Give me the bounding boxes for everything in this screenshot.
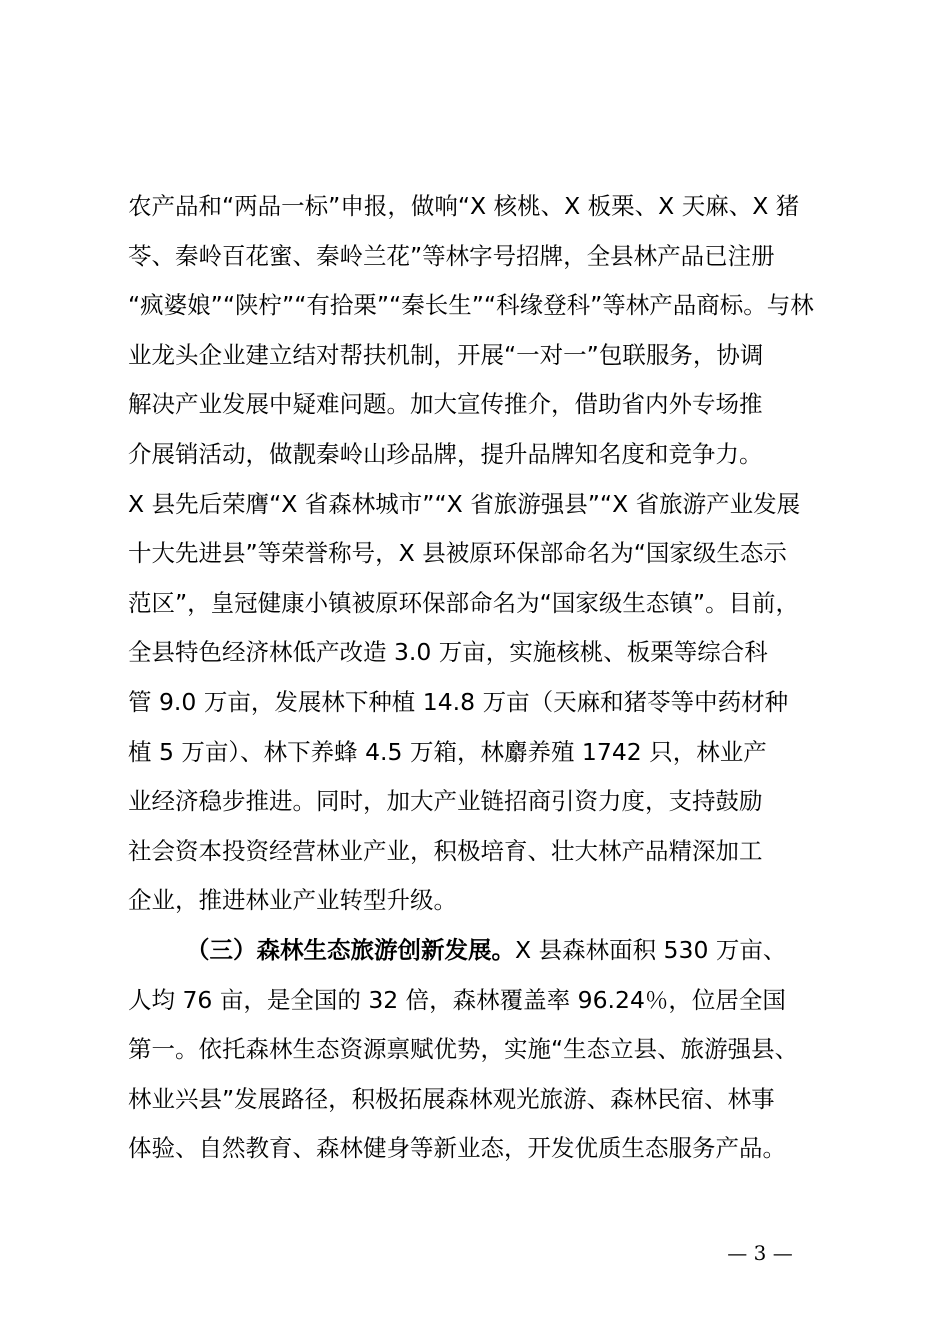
section-heading: （三）森林生态旅游创新发展。 <box>186 935 515 964</box>
text-line: 介展销活动，做靓秦岭山珍品牌，提升品牌知名度和竞争力。 <box>128 439 763 468</box>
text-line: 十大先进县”等荣誉称号，X 县被原环保部命名为“国家级生态示 <box>128 539 787 568</box>
text-line: 全县特色经济林低产改造 3.0 万亩，实施核桃、板栗等综合科 <box>128 638 768 667</box>
text-line: 范区”，皇冠健康小镇被原环保部命名为“国家级生态镇”。目前， <box>128 588 800 617</box>
text-line: 植 5 万亩）、林下养蜂 4.5 万箱，林麝养殖 1742 只，林业产 <box>128 737 767 766</box>
text-line: 林业兴县”发展路径，积极拓展森林观光旅游、森林民宿、林事 <box>128 1084 775 1113</box>
text-line: 业经济稳步推进。同时，加大产业链招商引资力度，支持鼓励 <box>128 787 763 816</box>
text-line: 体验、自然教育、森林健身等新业态，开发优质生态服务产品。 <box>128 1134 786 1163</box>
text-line: “疯婆娘”“陕柠”“有拾栗”“秦长生”“科缘登科”等林产品商标。与林 <box>128 291 814 320</box>
text-line: X 县先后荣膺“X 省森林城市”“X 省旅游强县”“X 省旅游产业发展 <box>128 489 801 518</box>
section-heading-line <box>128 926 848 976</box>
text-line: 人均 76 亩，是全国的 32 倍，森林覆盖率 96.24％，位居全国 <box>128 985 786 1014</box>
text-line: 业龙头企业建立结对帮扶机制，开展“一对一”包联服务，协调 <box>128 340 764 369</box>
section-heading-rest: X 县森林面积 530 万亩、 <box>515 935 787 964</box>
page-number: — 3 — <box>727 1241 793 1265</box>
text-line: 解决产业发展中疑难问题。加大宣传推介，借助省内外专场推 <box>128 390 763 419</box>
text-line: 苓、秦岭百花蜜、秦岭兰花”等林字号招牌，全县林产品已注册 <box>128 241 775 270</box>
text-line: 第一。依托森林生态资源禀赋优势，实施“生态立县、旅游强县、 <box>128 1035 799 1064</box>
text-line: 农产品和“两品一标”申报，做响“X 核桃、X 板栗、X 天麻、X 猪 <box>128 192 800 220</box>
text-line: 企业，推进林业产业转型升级。 <box>128 886 457 915</box>
text-line: 管 9.0 万亩，发展林下种植 14.8 万亩（天麻和猪苓等中药材种 <box>128 687 789 716</box>
text-line: 社会资本投资经营林业产业，积极培育、壮大林产品精深加工 <box>128 836 763 865</box>
body-text <box>128 182 848 1174</box>
